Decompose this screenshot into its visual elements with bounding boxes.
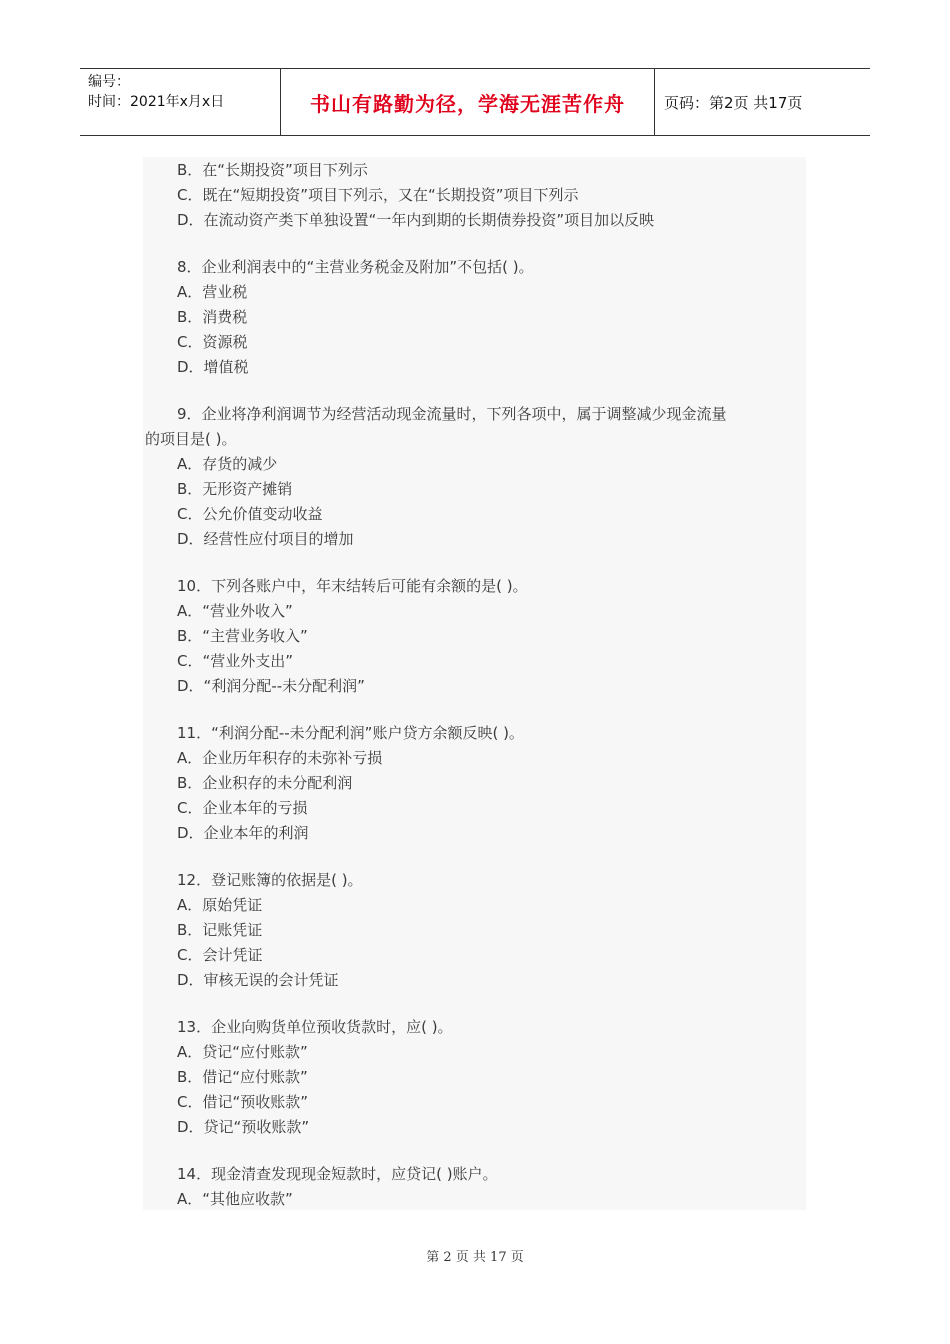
option-text: D．“利润分配--未分配利润” xyxy=(177,677,365,695)
option-text: C．借记“预收账款” xyxy=(177,1093,309,1111)
header-motto-cell xyxy=(281,69,655,135)
option-text: B．企业积存的未分配利润 xyxy=(177,774,353,792)
option-text: A．“其他应收款” xyxy=(177,1190,293,1208)
option-text: D．企业本年的利润 xyxy=(177,824,309,842)
question-text: 13．企业向购货单位预收货款时，应( )。 xyxy=(177,1018,453,1036)
question-text: 12．登记账簿的依据是( )。 xyxy=(177,871,363,889)
option-text: C．会计凭证 xyxy=(177,946,263,964)
option-text: B．记账凭证 xyxy=(177,921,263,939)
text-line: C．既在“短期投资”项目下列示，又在“长期投资”项目下列示 xyxy=(177,186,579,204)
option-text: C．公允价值变动收益 xyxy=(177,505,323,523)
motto: 书山有路勤为径，学海无涯苦作舟 xyxy=(310,91,625,116)
option-text: A．企业历年积存的未弥补亏损 xyxy=(177,749,383,767)
option-text: D．增值税 xyxy=(177,358,249,376)
question-text: 10．下列各账户中，年末结转后可能有余额的是( )。 xyxy=(177,577,528,595)
page-info: 页码：第2页 共17页 xyxy=(664,93,803,112)
page-header xyxy=(80,68,870,136)
option-text: A．原始凭证 xyxy=(177,896,263,914)
question-text: 8．企业利润表中的“主营业务税金及附加”不包括( )。 xyxy=(177,258,534,276)
option-text: C．企业本年的亏损 xyxy=(177,799,308,817)
number-label: 编号： xyxy=(88,74,130,90)
option-text: B．消费税 xyxy=(177,308,248,326)
question-text: 14．现金清查发现现金短款时，应贷记( )账户。 xyxy=(177,1165,498,1183)
option-text: A．存货的减少 xyxy=(177,455,278,473)
option-text: B．“主营业务收入” xyxy=(177,627,308,645)
question-text-continued: 的项目是( )。 xyxy=(145,430,237,448)
header-page-cell xyxy=(655,69,870,135)
text-line: D．在流动资产类下单独设置“一年内到期的长期债券投资”项目加以反映 xyxy=(177,211,655,229)
option-text: B．借记“应付账款” xyxy=(177,1068,308,1086)
time-label: 时间：2021年x月x日 xyxy=(88,94,225,110)
option-text: D．审核无误的会计凭证 xyxy=(177,971,339,989)
question-text: 11．“利润分配--未分配利润”账户贷方余额反映( )。 xyxy=(177,724,524,742)
text-line: B．在“长期投资”项目下列示 xyxy=(177,161,368,179)
page-footer: 第 2 页 共 17 页 xyxy=(426,1250,524,1265)
question-text: 9．企业将净利润调节为经营活动现金流量时，下列各项中，属于调整减少现金流量 xyxy=(177,405,727,423)
option-text: B．无形资产摊销 xyxy=(177,480,293,498)
header-meta-cell xyxy=(80,69,281,135)
option-text: D．经营性应付项目的增加 xyxy=(177,530,354,548)
document-body xyxy=(143,157,806,1210)
option-text: A．营业税 xyxy=(177,283,248,301)
option-text: D．贷记“预收账款” xyxy=(177,1118,310,1136)
option-text: C．资源税 xyxy=(177,333,248,351)
option-text: A．贷记“应付账款” xyxy=(177,1043,308,1061)
option-text: C．“营业外支出” xyxy=(177,652,294,670)
option-text: A．“营业外收入” xyxy=(177,602,293,620)
